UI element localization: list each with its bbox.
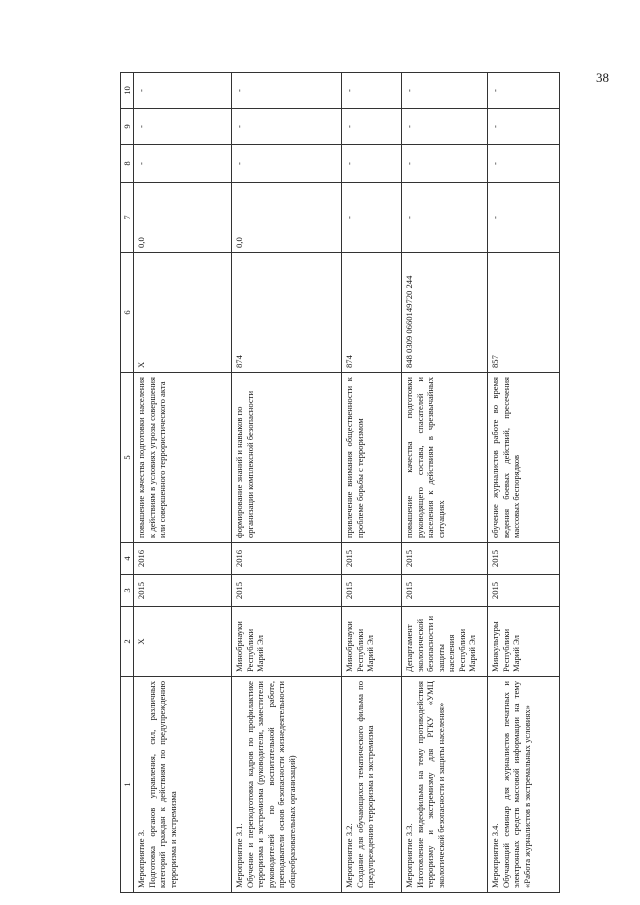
col10-cell: - <box>232 73 342 109</box>
activity-cell <box>232 677 342 893</box>
expected-result-cell: привлечение внимания общественности к проблеме борьбы с терроризмом <box>342 373 402 543</box>
activity-cell <box>488 677 560 893</box>
executor-cell: Минкультуры Республики Марий Эл <box>488 607 560 677</box>
col10-cell: - <box>402 73 488 109</box>
table-row <box>232 73 342 893</box>
col-header-4: 4 <box>121 543 134 575</box>
executor-cell: Минобрнауки Республики Марий Эл <box>232 607 342 677</box>
executor-cell: X <box>134 607 232 677</box>
budget-code-cell: X <box>134 253 232 373</box>
table-row <box>134 73 232 893</box>
col-header-8: 8 <box>121 145 134 183</box>
activity-description: Изготовление видеофильма на тему противодействия терроризму и экстремизму для РГКУ «УМЦ экологической безопасности и защиты населения» <box>414 681 446 888</box>
activity-cell <box>134 677 232 893</box>
table-row <box>402 73 488 893</box>
expected-result-cell: формирование знаний и навыков по организации комплексной безопасности <box>232 373 342 543</box>
col-header-7: 7 <box>121 183 134 253</box>
amount-cell: - <box>402 183 488 253</box>
amount-cell: - <box>342 183 402 253</box>
budget-code-cell: 848 0309 0660149720 244 <box>402 253 488 373</box>
col10-cell: - <box>488 73 560 109</box>
col10-cell: - <box>342 73 402 109</box>
start-year-cell: 2015 <box>232 575 342 607</box>
end-year-cell: 2015 <box>342 543 402 575</box>
col-header-9: 9 <box>121 109 134 145</box>
col8-cell: - <box>488 145 560 183</box>
activity-description: Подготовка органов управления, сил, различных категорий граждан к действиям по предупреждению терроризма и экстремизма <box>146 681 178 888</box>
activity-description: Создание для обучающихся тематического фильма по предупреждению терроризма и экстремизма <box>354 681 376 888</box>
activity-cell <box>342 677 402 893</box>
end-year-cell: 2016 <box>134 543 232 575</box>
col-header-2: 2 <box>121 607 134 677</box>
col8-cell: - <box>134 145 232 183</box>
col10-cell: - <box>134 73 232 109</box>
col9-cell: - <box>488 109 560 145</box>
col-header-1: 1 <box>121 677 134 893</box>
activity-title: Мероприятие 3.3. <box>404 823 415 888</box>
start-year-cell: 2015 <box>342 575 402 607</box>
col-header-5: 5 <box>121 373 134 543</box>
activity-cell <box>402 677 488 893</box>
budget-code-cell: 857 <box>488 253 560 373</box>
col-header-10: 10 <box>121 73 134 109</box>
col-header-6: 6 <box>121 253 134 373</box>
activity-description: Обучающий семинар для журналистов печатных и электронных средств массовой информации на тему «Работа журналистов в экстремальных условиях» <box>500 681 532 888</box>
start-year-cell: 2015 <box>488 575 560 607</box>
end-year-cell: 2015 <box>402 543 488 575</box>
table-row <box>342 73 402 893</box>
executor-cell: Департамент экологической безопасности и защиты населения Республики Марий Эл <box>402 607 488 677</box>
start-year-cell: 2015 <box>402 575 488 607</box>
expected-result-cell: повышение качества подготовки населения к действиям в условиях угрозы совершения или совершенного террористического акта <box>134 373 232 543</box>
activity-title: Мероприятие 3. <box>136 829 147 888</box>
amount-cell: - <box>488 183 560 253</box>
activity-description: Обучение и переподготовка кадров по профилактике терроризма и экстремизма (руководители, заместители руководителей по воспитательной работе, преподаватели основ безопасности жизнедеятельности общеобразовательных организаций) <box>244 681 297 888</box>
col8-cell: - <box>342 145 402 183</box>
end-year-cell: 2015 <box>488 543 560 575</box>
activity-title: Мероприятие 3.4. <box>490 823 501 888</box>
col9-cell: - <box>402 109 488 145</box>
budget-code-cell: 874 <box>342 253 402 373</box>
col-header-3: 3 <box>121 575 134 607</box>
expected-result-cell: повышение качества подготовки руководящего состава, спасателей и населения к действиям в чрезвычайных ситуациях <box>402 373 488 543</box>
header-row <box>121 73 134 893</box>
col9-cell: - <box>232 109 342 145</box>
budget-code-cell: 874 <box>232 253 342 373</box>
page-number: 38 <box>596 70 609 85</box>
col8-cell: - <box>402 145 488 183</box>
rotated-table-container <box>120 73 630 893</box>
end-year-cell: 2016 <box>232 543 342 575</box>
expected-result-cell: обучение журналистов работе во время ведения боевых действий, пресечения массовых беспорядков <box>488 373 560 543</box>
executor-cell: Минобрнауки Республики Марий Эл <box>342 607 402 677</box>
col8-cell: - <box>232 145 342 183</box>
col9-cell: - <box>134 109 232 145</box>
amount-cell: 0,0 <box>134 183 232 253</box>
amount-cell: 0,0 <box>232 183 342 253</box>
activity-title: Мероприятие 3.2. <box>344 823 355 888</box>
col9-cell: - <box>342 109 402 145</box>
start-year-cell: 2015 <box>134 575 232 607</box>
activity-title: Мероприятие 3.1. <box>234 823 245 888</box>
table-row <box>488 73 560 893</box>
program-activities-table <box>120 72 560 893</box>
